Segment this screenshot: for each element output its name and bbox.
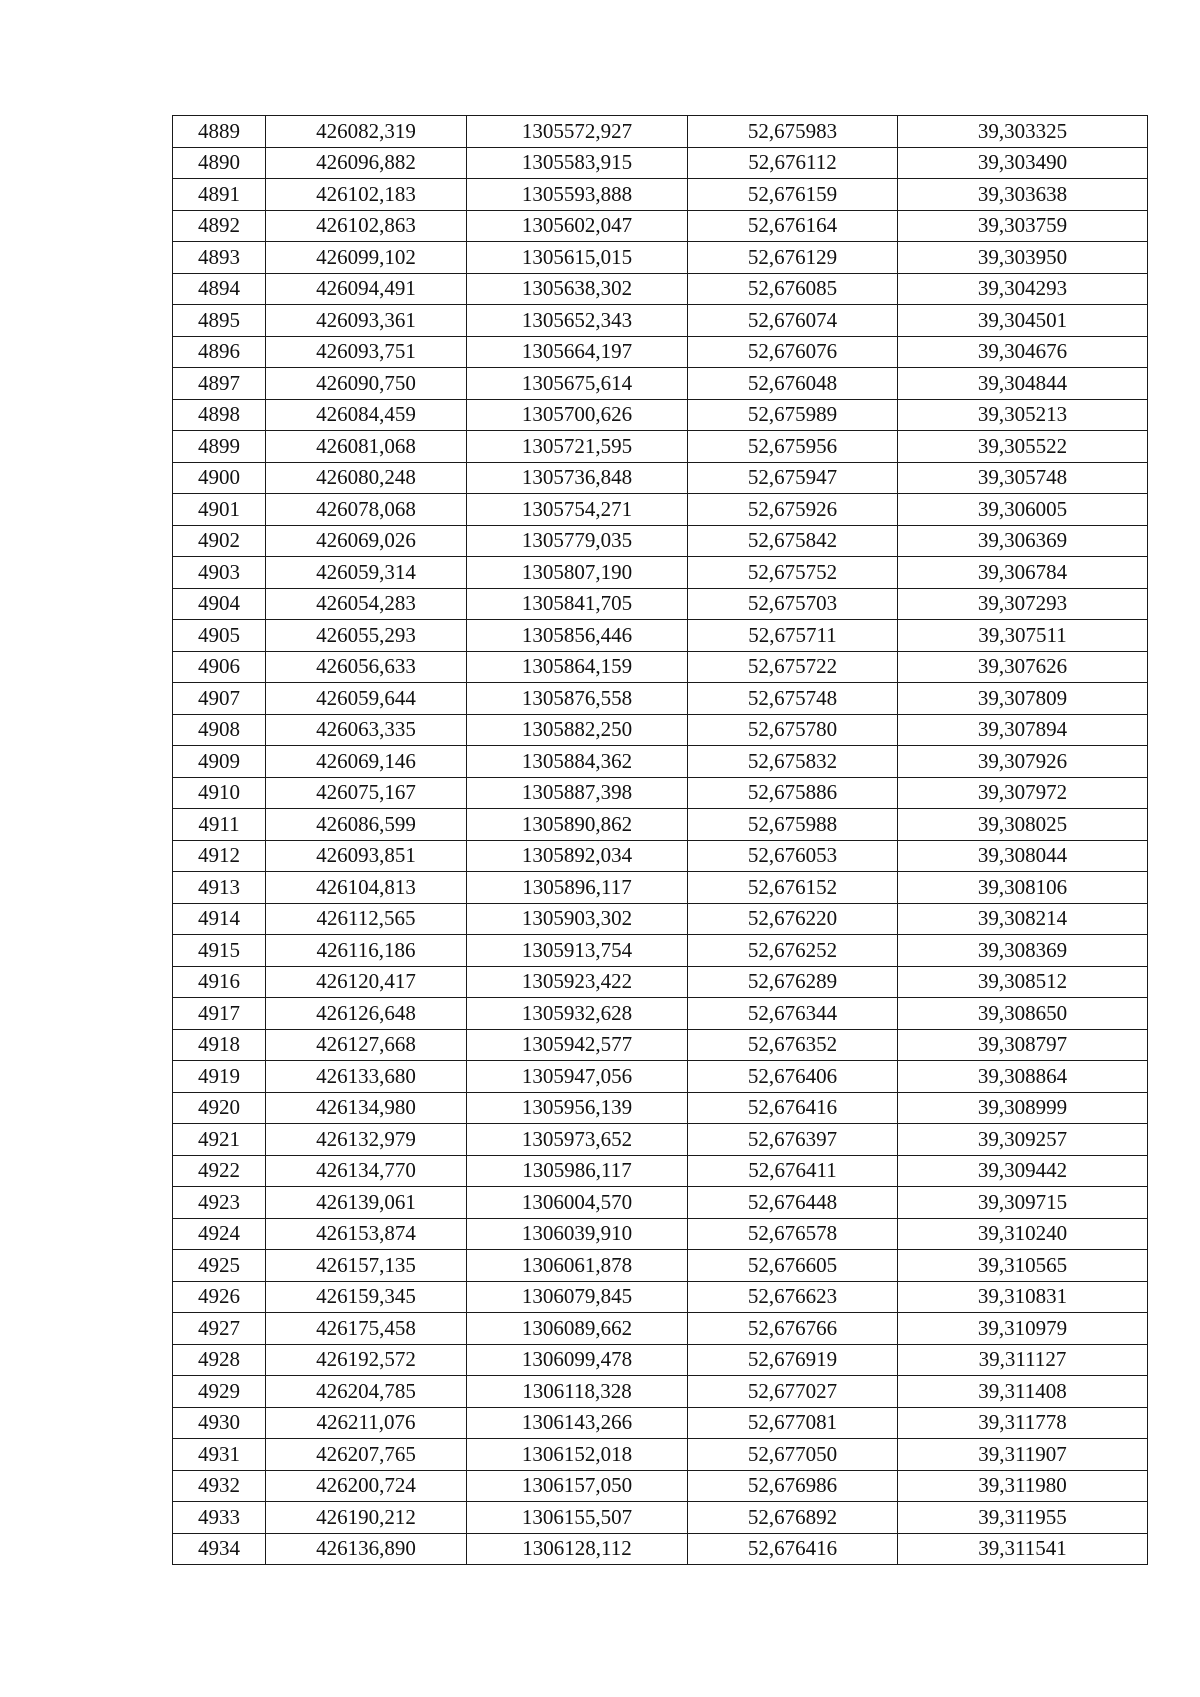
point-number-cell: 4915 (173, 935, 266, 967)
point-number-cell: 4909 (173, 746, 266, 778)
y-coordinate-cell: 1305973,652 (467, 1124, 688, 1156)
x-coordinate-cell: 426104,813 (266, 872, 467, 904)
x-coordinate-cell: 426116,186 (266, 935, 467, 967)
table-row (173, 1250, 1148, 1282)
y-coordinate-cell: 1305956,139 (467, 1092, 688, 1124)
point-number-cell: 4911 (173, 809, 266, 841)
longitude-cell: 39,304501 (898, 305, 1148, 337)
table-row (173, 1187, 1148, 1219)
x-coordinate-cell: 426139,061 (266, 1187, 467, 1219)
table-row (173, 714, 1148, 746)
longitude-cell: 39,311907 (898, 1439, 1148, 1471)
x-coordinate-cell: 426082,319 (266, 116, 467, 148)
x-coordinate-cell: 426086,599 (266, 809, 467, 841)
latitude-cell: 52,676129 (688, 242, 898, 274)
x-coordinate-cell: 426159,345 (266, 1281, 467, 1313)
latitude-cell: 52,675842 (688, 525, 898, 557)
y-coordinate-cell: 1305887,398 (467, 777, 688, 809)
latitude-cell: 52,675947 (688, 462, 898, 494)
x-coordinate-cell: 426096,882 (266, 147, 467, 179)
table-row (173, 1313, 1148, 1345)
y-coordinate-cell: 1305638,302 (467, 273, 688, 305)
x-coordinate-cell: 426133,680 (266, 1061, 467, 1093)
longitude-cell: 39,308044 (898, 840, 1148, 872)
table-row (173, 179, 1148, 211)
y-coordinate-cell: 1305841,705 (467, 588, 688, 620)
x-coordinate-cell: 426153,874 (266, 1218, 467, 1250)
y-coordinate-cell: 1305864,159 (467, 651, 688, 683)
latitude-cell: 52,677050 (688, 1439, 898, 1471)
longitude-cell: 39,309257 (898, 1124, 1148, 1156)
x-coordinate-cell: 426112,565 (266, 903, 467, 935)
longitude-cell: 39,308025 (898, 809, 1148, 841)
point-number-cell: 4926 (173, 1281, 266, 1313)
y-coordinate-cell: 1305664,197 (467, 336, 688, 368)
longitude-cell: 39,303950 (898, 242, 1148, 274)
table-row (173, 116, 1148, 148)
latitude-cell: 52,675752 (688, 557, 898, 589)
latitude-cell: 52,677027 (688, 1376, 898, 1408)
table-row (173, 872, 1148, 904)
longitude-cell: 39,308650 (898, 998, 1148, 1030)
y-coordinate-cell: 1305779,035 (467, 525, 688, 557)
point-number-cell: 4913 (173, 872, 266, 904)
point-number-cell: 4902 (173, 525, 266, 557)
x-coordinate-cell: 426075,167 (266, 777, 467, 809)
point-number-cell: 4922 (173, 1155, 266, 1187)
longitude-cell: 39,310979 (898, 1313, 1148, 1345)
point-number-cell: 4921 (173, 1124, 266, 1156)
table-row (173, 1407, 1148, 1439)
latitude-cell: 52,676578 (688, 1218, 898, 1250)
longitude-cell: 39,303325 (898, 116, 1148, 148)
x-coordinate-cell: 426200,724 (266, 1470, 467, 1502)
table-row (173, 1092, 1148, 1124)
table-row (173, 903, 1148, 935)
latitude-cell: 52,675832 (688, 746, 898, 778)
x-coordinate-cell: 426102,183 (266, 179, 467, 211)
table-row (173, 1502, 1148, 1534)
x-coordinate-cell: 426078,068 (266, 494, 467, 526)
y-coordinate-cell: 1306155,507 (467, 1502, 688, 1534)
y-coordinate-cell: 1306128,112 (467, 1533, 688, 1565)
point-number-cell: 4928 (173, 1344, 266, 1376)
y-coordinate-cell: 1306089,662 (467, 1313, 688, 1345)
x-coordinate-cell: 426127,668 (266, 1029, 467, 1061)
longitude-cell: 39,306005 (898, 494, 1148, 526)
table-row (173, 746, 1148, 778)
y-coordinate-cell: 1305615,015 (467, 242, 688, 274)
y-coordinate-cell: 1305923,422 (467, 966, 688, 998)
y-coordinate-cell: 1305721,595 (467, 431, 688, 463)
x-coordinate-cell: 426132,979 (266, 1124, 467, 1156)
point-number-cell: 4916 (173, 966, 266, 998)
longitude-cell: 39,305522 (898, 431, 1148, 463)
x-coordinate-cell: 426069,146 (266, 746, 467, 778)
point-number-cell: 4890 (173, 147, 266, 179)
x-coordinate-cell: 426093,751 (266, 336, 467, 368)
x-coordinate-cell: 426093,361 (266, 305, 467, 337)
point-number-cell: 4904 (173, 588, 266, 620)
y-coordinate-cell: 1305700,626 (467, 399, 688, 431)
longitude-cell: 39,310565 (898, 1250, 1148, 1282)
longitude-cell: 39,306784 (898, 557, 1148, 589)
table-row (173, 305, 1148, 337)
table-row (173, 966, 1148, 998)
x-coordinate-cell: 426126,648 (266, 998, 467, 1030)
y-coordinate-cell: 1305856,446 (467, 620, 688, 652)
latitude-cell: 52,675956 (688, 431, 898, 463)
table-row (173, 998, 1148, 1030)
longitude-cell: 39,307511 (898, 620, 1148, 652)
table-row (173, 242, 1148, 274)
x-coordinate-cell: 426102,863 (266, 210, 467, 242)
latitude-cell: 52,676112 (688, 147, 898, 179)
point-number-cell: 4917 (173, 998, 266, 1030)
point-number-cell: 4920 (173, 1092, 266, 1124)
y-coordinate-cell: 1305736,848 (467, 462, 688, 494)
table-row (173, 777, 1148, 809)
table-row (173, 588, 1148, 620)
point-number-cell: 4906 (173, 651, 266, 683)
x-coordinate-cell: 426120,417 (266, 966, 467, 998)
point-number-cell: 4895 (173, 305, 266, 337)
latitude-cell: 52,675780 (688, 714, 898, 746)
longitude-cell: 39,307626 (898, 651, 1148, 683)
longitude-cell: 39,303490 (898, 147, 1148, 179)
y-coordinate-cell: 1306143,266 (467, 1407, 688, 1439)
point-number-cell: 4933 (173, 1502, 266, 1534)
longitude-cell: 39,309442 (898, 1155, 1148, 1187)
point-number-cell: 4932 (173, 1470, 266, 1502)
longitude-cell: 39,311778 (898, 1407, 1148, 1439)
latitude-cell: 52,676074 (688, 305, 898, 337)
longitude-cell: 39,311541 (898, 1533, 1148, 1565)
table-body (173, 116, 1148, 1565)
x-coordinate-cell: 426063,335 (266, 714, 467, 746)
longitude-cell: 39,306369 (898, 525, 1148, 557)
point-number-cell: 4889 (173, 116, 266, 148)
y-coordinate-cell: 1305807,190 (467, 557, 688, 589)
table-row (173, 1061, 1148, 1093)
longitude-cell: 39,307926 (898, 746, 1148, 778)
x-coordinate-cell: 426136,890 (266, 1533, 467, 1565)
point-number-cell: 4897 (173, 368, 266, 400)
x-coordinate-cell: 426211,076 (266, 1407, 467, 1439)
longitude-cell: 39,308797 (898, 1029, 1148, 1061)
table-row (173, 557, 1148, 589)
point-number-cell: 4930 (173, 1407, 266, 1439)
longitude-cell: 39,308999 (898, 1092, 1148, 1124)
y-coordinate-cell: 1305942,577 (467, 1029, 688, 1061)
latitude-cell: 52,675886 (688, 777, 898, 809)
y-coordinate-cell: 1305884,362 (467, 746, 688, 778)
y-coordinate-cell: 1305602,047 (467, 210, 688, 242)
x-coordinate-cell: 426207,765 (266, 1439, 467, 1471)
y-coordinate-cell: 1306039,910 (467, 1218, 688, 1250)
point-number-cell: 4931 (173, 1439, 266, 1471)
longitude-cell: 39,309715 (898, 1187, 1148, 1219)
table-row (173, 494, 1148, 526)
longitude-cell: 39,305748 (898, 462, 1148, 494)
point-number-cell: 4929 (173, 1376, 266, 1408)
point-number-cell: 4896 (173, 336, 266, 368)
latitude-cell: 52,676048 (688, 368, 898, 400)
y-coordinate-cell: 1305593,888 (467, 179, 688, 211)
point-number-cell: 4923 (173, 1187, 266, 1219)
x-coordinate-cell: 426190,212 (266, 1502, 467, 1534)
x-coordinate-cell: 426094,491 (266, 273, 467, 305)
point-number-cell: 4891 (173, 179, 266, 211)
x-coordinate-cell: 426093,851 (266, 840, 467, 872)
point-number-cell: 4905 (173, 620, 266, 652)
latitude-cell: 52,676986 (688, 1470, 898, 1502)
latitude-cell: 52,676411 (688, 1155, 898, 1187)
longitude-cell: 39,308106 (898, 872, 1148, 904)
longitude-cell: 39,307809 (898, 683, 1148, 715)
table-row (173, 840, 1148, 872)
x-coordinate-cell: 426069,026 (266, 525, 467, 557)
table-row (173, 336, 1148, 368)
table-row (173, 1218, 1148, 1250)
latitude-cell: 52,675988 (688, 809, 898, 841)
latitude-cell: 52,675703 (688, 588, 898, 620)
y-coordinate-cell: 1306152,018 (467, 1439, 688, 1471)
latitude-cell: 52,676605 (688, 1250, 898, 1282)
longitude-cell: 39,311955 (898, 1502, 1148, 1534)
y-coordinate-cell: 1306061,878 (467, 1250, 688, 1282)
table-row (173, 1281, 1148, 1313)
table-row (173, 1029, 1148, 1061)
latitude-cell: 52,676220 (688, 903, 898, 935)
longitude-cell: 39,310240 (898, 1218, 1148, 1250)
x-coordinate-cell: 426192,572 (266, 1344, 467, 1376)
latitude-cell: 52,676344 (688, 998, 898, 1030)
latitude-cell: 52,675722 (688, 651, 898, 683)
y-coordinate-cell: 1306118,328 (467, 1376, 688, 1408)
latitude-cell: 52,676053 (688, 840, 898, 872)
point-number-cell: 4903 (173, 557, 266, 589)
latitude-cell: 52,676164 (688, 210, 898, 242)
table-row (173, 368, 1148, 400)
point-number-cell: 4901 (173, 494, 266, 526)
latitude-cell: 52,676252 (688, 935, 898, 967)
y-coordinate-cell: 1306099,478 (467, 1344, 688, 1376)
latitude-cell: 52,676397 (688, 1124, 898, 1156)
table-row (173, 525, 1148, 557)
latitude-cell: 52,676766 (688, 1313, 898, 1345)
latitude-cell: 52,675748 (688, 683, 898, 715)
table-row (173, 620, 1148, 652)
longitude-cell: 39,308369 (898, 935, 1148, 967)
latitude-cell: 52,676352 (688, 1029, 898, 1061)
x-coordinate-cell: 426080,248 (266, 462, 467, 494)
table-row (173, 210, 1148, 242)
latitude-cell: 52,676085 (688, 273, 898, 305)
y-coordinate-cell: 1305913,754 (467, 935, 688, 967)
point-number-cell: 4918 (173, 1029, 266, 1061)
latitude-cell: 52,676623 (688, 1281, 898, 1313)
latitude-cell: 52,676416 (688, 1092, 898, 1124)
longitude-cell: 39,307894 (898, 714, 1148, 746)
table-row (173, 399, 1148, 431)
latitude-cell: 52,676076 (688, 336, 898, 368)
x-coordinate-cell: 426157,135 (266, 1250, 467, 1282)
latitude-cell: 52,676159 (688, 179, 898, 211)
y-coordinate-cell: 1305754,271 (467, 494, 688, 526)
longitude-cell: 39,310831 (898, 1281, 1148, 1313)
latitude-cell: 52,676289 (688, 966, 898, 998)
table-row (173, 462, 1148, 494)
y-coordinate-cell: 1306004,570 (467, 1187, 688, 1219)
y-coordinate-cell: 1305947,056 (467, 1061, 688, 1093)
table-row (173, 1470, 1148, 1502)
x-coordinate-cell: 426055,293 (266, 620, 467, 652)
point-number-cell: 4934 (173, 1533, 266, 1565)
point-number-cell: 4900 (173, 462, 266, 494)
longitude-cell: 39,308512 (898, 966, 1148, 998)
latitude-cell: 52,676448 (688, 1187, 898, 1219)
x-coordinate-cell: 426081,068 (266, 431, 467, 463)
point-number-cell: 4907 (173, 683, 266, 715)
latitude-cell: 52,676406 (688, 1061, 898, 1093)
table-row (173, 935, 1148, 967)
x-coordinate-cell: 426134,980 (266, 1092, 467, 1124)
point-number-cell: 4898 (173, 399, 266, 431)
latitude-cell: 52,675926 (688, 494, 898, 526)
table-row (173, 1124, 1148, 1156)
longitude-cell: 39,308214 (898, 903, 1148, 935)
table-row (173, 273, 1148, 305)
point-number-cell: 4894 (173, 273, 266, 305)
y-coordinate-cell: 1305892,034 (467, 840, 688, 872)
table-row (173, 1533, 1148, 1565)
x-coordinate-cell: 426134,770 (266, 1155, 467, 1187)
coordinates-table (172, 115, 1148, 1565)
point-number-cell: 4914 (173, 903, 266, 935)
y-coordinate-cell: 1305896,117 (467, 872, 688, 904)
longitude-cell: 39,303638 (898, 179, 1148, 211)
y-coordinate-cell: 1305986,117 (467, 1155, 688, 1187)
point-number-cell: 4924 (173, 1218, 266, 1250)
x-coordinate-cell: 426059,644 (266, 683, 467, 715)
point-number-cell: 4892 (173, 210, 266, 242)
table-row (173, 147, 1148, 179)
y-coordinate-cell: 1305876,558 (467, 683, 688, 715)
latitude-cell: 52,675989 (688, 399, 898, 431)
latitude-cell: 52,675711 (688, 620, 898, 652)
x-coordinate-cell: 426059,314 (266, 557, 467, 589)
table-row (173, 1344, 1148, 1376)
latitude-cell: 52,676416 (688, 1533, 898, 1565)
table-row (173, 651, 1148, 683)
latitude-cell: 52,676919 (688, 1344, 898, 1376)
y-coordinate-cell: 1305583,915 (467, 147, 688, 179)
latitude-cell: 52,676892 (688, 1502, 898, 1534)
table-row (173, 809, 1148, 841)
y-coordinate-cell: 1305882,250 (467, 714, 688, 746)
y-coordinate-cell: 1305903,302 (467, 903, 688, 935)
longitude-cell: 39,304293 (898, 273, 1148, 305)
longitude-cell: 39,311127 (898, 1344, 1148, 1376)
latitude-cell: 52,675983 (688, 116, 898, 148)
x-coordinate-cell: 426175,458 (266, 1313, 467, 1345)
table-row (173, 1439, 1148, 1471)
longitude-cell: 39,308864 (898, 1061, 1148, 1093)
x-coordinate-cell: 426054,283 (266, 588, 467, 620)
latitude-cell: 52,676152 (688, 872, 898, 904)
y-coordinate-cell: 1306079,845 (467, 1281, 688, 1313)
point-number-cell: 4910 (173, 777, 266, 809)
point-number-cell: 4912 (173, 840, 266, 872)
table-row (173, 683, 1148, 715)
longitude-cell: 39,303759 (898, 210, 1148, 242)
longitude-cell: 39,311980 (898, 1470, 1148, 1502)
y-coordinate-cell: 1305675,614 (467, 368, 688, 400)
longitude-cell: 39,307293 (898, 588, 1148, 620)
y-coordinate-cell: 1305890,862 (467, 809, 688, 841)
point-number-cell: 4919 (173, 1061, 266, 1093)
latitude-cell: 52,677081 (688, 1407, 898, 1439)
table-row (173, 431, 1148, 463)
y-coordinate-cell: 1306157,050 (467, 1470, 688, 1502)
point-number-cell: 4893 (173, 242, 266, 274)
y-coordinate-cell: 1305572,927 (467, 116, 688, 148)
x-coordinate-cell: 426090,750 (266, 368, 467, 400)
longitude-cell: 39,311408 (898, 1376, 1148, 1408)
longitude-cell: 39,307972 (898, 777, 1148, 809)
y-coordinate-cell: 1305652,343 (467, 305, 688, 337)
table-row (173, 1376, 1148, 1408)
point-number-cell: 4925 (173, 1250, 266, 1282)
y-coordinate-cell: 1305932,628 (467, 998, 688, 1030)
x-coordinate-cell: 426204,785 (266, 1376, 467, 1408)
longitude-cell: 39,304844 (898, 368, 1148, 400)
longitude-cell: 39,304676 (898, 336, 1148, 368)
table-row (173, 1155, 1148, 1187)
x-coordinate-cell: 426056,633 (266, 651, 467, 683)
x-coordinate-cell: 426084,459 (266, 399, 467, 431)
point-number-cell: 4927 (173, 1313, 266, 1345)
point-number-cell: 4908 (173, 714, 266, 746)
longitude-cell: 39,305213 (898, 399, 1148, 431)
x-coordinate-cell: 426099,102 (266, 242, 467, 274)
point-number-cell: 4899 (173, 431, 266, 463)
